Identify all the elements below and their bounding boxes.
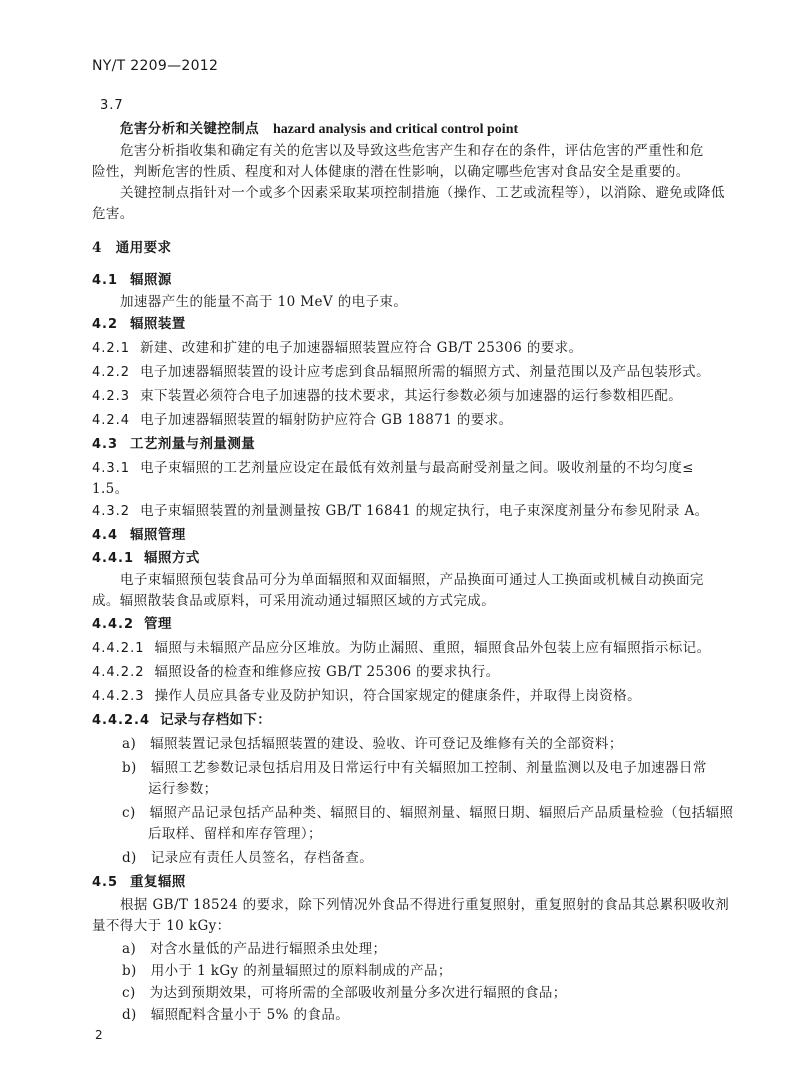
section-title: 辐照方式 xyxy=(144,550,200,566)
clause-4-3-1 xyxy=(92,456,694,476)
section-title: 辐照管理 xyxy=(130,527,186,543)
list-marker: d) xyxy=(122,850,137,866)
paragraph-line: 关键控制点指针对一个或多个因素采取某项控制措施（操作、工艺或流程等），以消除、避免或降低 xyxy=(120,185,725,201)
list-marker: c) xyxy=(122,985,136,1001)
page-number: 2 xyxy=(95,1028,103,1042)
list-item-d xyxy=(122,846,373,866)
term-english: hazard analysis and critical control point xyxy=(273,122,519,137)
section-4-heading xyxy=(92,236,171,256)
list-marker: c) xyxy=(122,805,136,821)
clause-4-2-4 xyxy=(92,408,513,428)
list-marker: b) xyxy=(122,963,137,979)
list-text: 对含水量低的产品进行辐照杀虫处理； xyxy=(150,941,387,957)
clause-4-4-2-4 xyxy=(92,708,271,728)
section-4-3-heading xyxy=(92,432,255,452)
section-title: 工艺剂量与剂量测量 xyxy=(130,436,256,452)
section-title: 管理 xyxy=(144,616,172,632)
list-text: 为达到预期效果，可将所需的全部吸收剂量分多次进行辐照的食品； xyxy=(149,985,567,1001)
section-number: 4.1 xyxy=(92,273,119,288)
list-text: 辐照工艺参数记录包括启用及日常运行中有关辐照加工控制、剂量监测以及电子加速器日常 xyxy=(150,760,707,776)
section-4-2-heading xyxy=(92,312,186,332)
list-text-continued: 后取样、留样和库存管理）； xyxy=(148,826,322,842)
list-text: 辐照配料含量小于 5% 的食品。 xyxy=(150,1007,350,1023)
list-text: 辐照产品记录包括产品种类、辐照目的、辐照剂量、辐照日期、辐照后产品质量检验（包括辐照 xyxy=(149,805,734,821)
clause-text: 新建、改建和扩建的电子加速器辐照装置应符合 GB/T 25306 的要求。 xyxy=(140,340,583,356)
list-item-b xyxy=(122,756,707,776)
paragraph-line: 危害分析指收集和确定有关的危害以及导致这些危害产生和存在的条件，评估危害的严重性和危 xyxy=(120,143,704,159)
section-number: 4.4 xyxy=(92,528,119,543)
section-number: 4.2 xyxy=(92,317,119,332)
section-3-7-term xyxy=(120,117,518,138)
clause-4-2-2 xyxy=(92,360,710,380)
standard-code: NY/T 2209—2012 xyxy=(92,58,219,74)
clause-text: 电子束辐照装置的剂量测量按 GB/T 16841 的规定执行，电子束深度剂量分布参见附录 A。 xyxy=(140,503,709,519)
clause-number: 4.4.2.4 xyxy=(92,713,150,728)
list-marker: a) xyxy=(122,736,137,752)
clause-4-2-1 xyxy=(92,336,582,356)
paragraph-line: 危害。 xyxy=(92,206,134,222)
list-marker: b) xyxy=(122,760,137,776)
clause-number: 4.2.2 xyxy=(92,365,131,380)
list-text: 用小于 1 kGy 的剂量辐照过的原料制成的产品； xyxy=(150,963,452,979)
paragraph-line: 加速器产生的能量不高于 10 MeV 的电子束。 xyxy=(120,294,408,310)
section-4-4-heading xyxy=(92,523,186,543)
clause-text: 记录与存档如下： xyxy=(160,712,272,728)
list-text: 辐照装置记录包括辐照装置的建设、验收、许可登记及维修有关的全部资料； xyxy=(150,736,623,752)
clause-number: 4.4.2.2 xyxy=(92,665,145,680)
clause-text: 辐照设备的检查和维修应按 GB/T 25306 的要求执行。 xyxy=(154,664,500,680)
section-4-4-2-heading xyxy=(92,612,172,632)
section-4-5-heading xyxy=(92,870,186,890)
clause-text: 束下装置必须符合电子加速器的技术要求，其运行参数必须与加速器的运行参数相匹配。 xyxy=(140,388,683,404)
clause-number: 4.4.2.1 xyxy=(92,641,145,656)
clause-4-4-2-1 xyxy=(92,636,710,656)
list-item-a xyxy=(122,732,623,752)
paragraph-line: 1.5。 xyxy=(92,481,129,497)
clause-number: 4.2.4 xyxy=(92,413,131,428)
section-4-1-heading xyxy=(92,268,172,288)
list-item-c xyxy=(122,801,733,821)
clause-4-3-2 xyxy=(92,499,709,519)
list-marker: a) xyxy=(122,941,137,957)
clause-text: 电子加速器辐照装置的辐射防护应符合 GB 18871 的要求。 xyxy=(140,412,513,428)
clause-text: 电子束辐照的工艺剂量应设定在最低有效剂量与最高耐受剂量之间。吸收剂量的不均匀度≤ xyxy=(140,460,694,476)
paragraph-line: 根据 GB/T 18524 的要求，除下列情况外食品不得进行重复照射，重复照射的食品其总累积吸收剂 xyxy=(120,897,730,913)
clause-text: 电子加速器辐照装置的设计应考虑到食品辐照所需的辐照方式、剂量范围以及产品包装形式。 xyxy=(140,364,710,380)
section-3-7-number: 3.7 xyxy=(100,98,124,113)
section-4-4-1-heading xyxy=(92,546,200,566)
paragraph-line: 量不得大于 10 kGy： xyxy=(92,918,231,934)
section-title: 辐照源 xyxy=(130,272,172,288)
paragraph-line: 电子束辐照预包装食品可分为单面辐照和双面辐照，产品换面可通过人工换面或机械自动换面完 xyxy=(120,572,704,588)
list-item-b xyxy=(122,959,452,979)
list-item-c xyxy=(122,981,567,1001)
clause-number: 4.4.2.3 xyxy=(92,689,145,704)
clause-4-4-2-2 xyxy=(92,660,500,680)
section-title: 辐照装置 xyxy=(130,316,186,332)
list-marker: d) xyxy=(122,1007,137,1023)
section-number: 4.3 xyxy=(92,437,119,452)
section-title: 通用要求 xyxy=(115,240,172,256)
section-number: 4 xyxy=(92,240,102,256)
clause-4-2-3 xyxy=(92,384,682,404)
clause-4-4-2-3 xyxy=(92,684,641,704)
clause-number: 4.2.1 xyxy=(92,341,131,356)
list-text: 记录应有责任人员签名，存档备查。 xyxy=(150,850,374,866)
section-title: 重复辐照 xyxy=(130,874,186,890)
list-item-a xyxy=(122,937,386,957)
clause-number: 4.2.3 xyxy=(92,389,131,404)
list-text-continued: 运行参数； xyxy=(148,781,218,797)
clause-text: 操作人员应具备专业及防护知识，符合国家规定的健康条件，并取得上岗资格。 xyxy=(154,688,641,704)
term-chinese: 危害分析和关键控制点 xyxy=(120,121,259,137)
section-number: 4.5 xyxy=(92,875,119,890)
clause-number: 4.3.1 xyxy=(92,461,131,476)
clause-number: 4.3.2 xyxy=(92,504,131,519)
paragraph-line: 成。辐照散装食品或原料，可采用流动通过辐照区域的方式完成。 xyxy=(92,593,496,609)
section-number: 4.4.1 xyxy=(92,551,135,566)
section-number: 4.4.2 xyxy=(92,617,135,632)
list-item-d xyxy=(122,1003,349,1023)
paragraph-line: 险性，判断危害的性质、程度和对人体健康的潜在性影响，以确定哪些危害对食品安全是重要的。 xyxy=(92,164,690,180)
clause-text: 辐照与未辐照产品应分区堆放。为防止漏照、重照，辐照食品外包装上应有辐照指示标记。 xyxy=(154,640,711,656)
